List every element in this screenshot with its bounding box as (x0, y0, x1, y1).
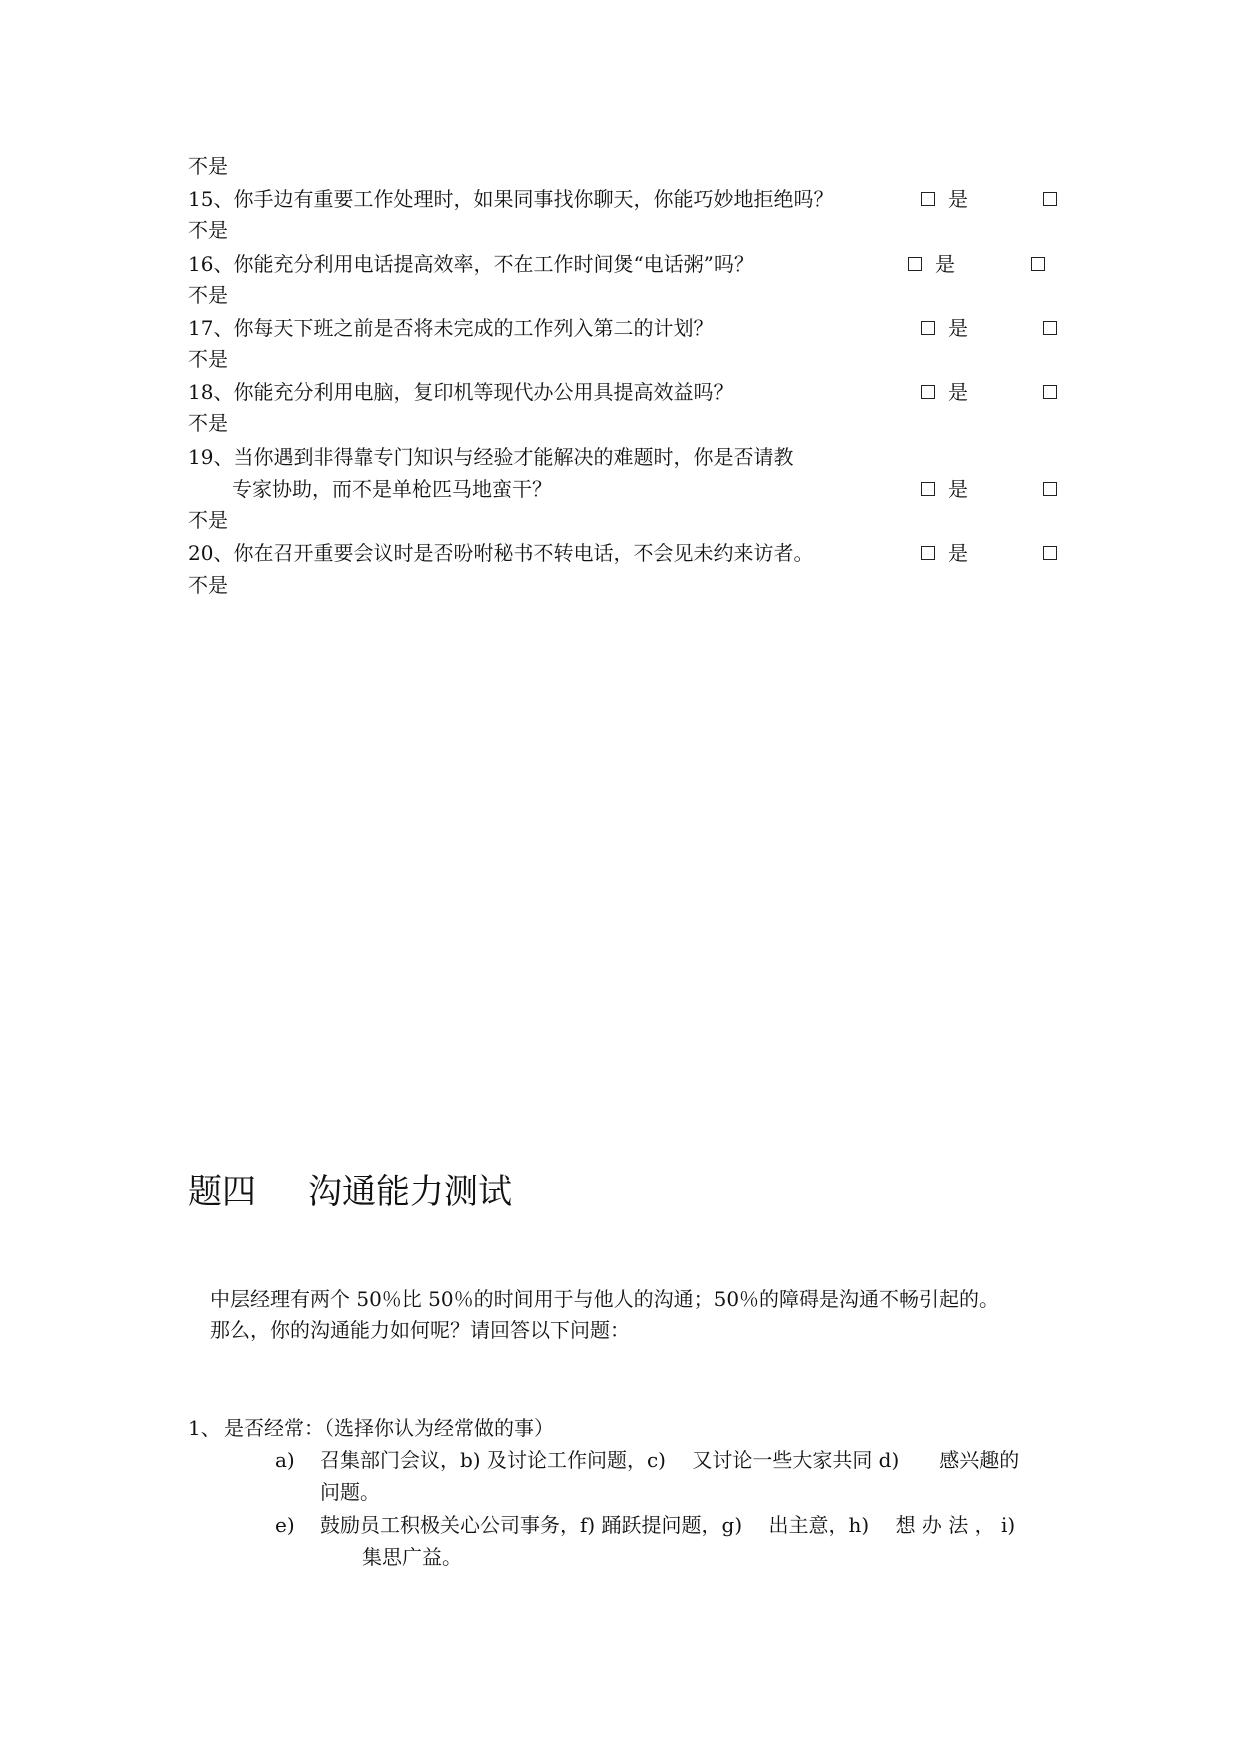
yes-checkbox[interactable] (921, 546, 935, 560)
answer-no-label: 不是 (188, 218, 228, 242)
option-marker: a) (275, 1448, 295, 1472)
section-title: 沟通能力测试 (308, 1172, 512, 1212)
yes-label: 是 (948, 316, 968, 340)
yes-label: 是 (948, 187, 968, 211)
yes-label: 是 (948, 477, 968, 501)
question-text: 是否经常：（选择你认为经常做的事） (224, 1416, 554, 1440)
yes-label: 是 (948, 380, 968, 404)
no-checkbox[interactable] (1043, 321, 1057, 335)
question-text-continued: 专家协助，而不是单枪匹马地蛮干？ (232, 477, 552, 501)
no-checkbox[interactable] (1031, 257, 1045, 271)
question-text: 17、你每天下班之前是否将未完成的工作列入第二的计划？ (188, 316, 714, 340)
intro-line: 中层经理有两个 50％比 50％的时间用于与他人的沟通；50％的障碍是沟通不畅引起的。 (210, 1287, 1000, 1311)
question-text: 18、你能充分利用电脑，复印机等现代办公用具提高效益吗？ (188, 380, 734, 404)
no-checkbox[interactable] (1043, 192, 1057, 206)
option-text-continued: 问题。 (320, 1480, 380, 1504)
question-text: 20、你在召开重要会议时是否吩咐秘书不转电话，不会见未约来访者。 (188, 541, 814, 565)
intro-line: 那么，你的沟通能力如何呢？请回答以下问题： (210, 1318, 630, 1342)
option-marker: e) (275, 1513, 295, 1537)
yes-label: 是 (935, 252, 955, 276)
no-checkbox[interactable] (1043, 385, 1057, 399)
yes-checkbox[interactable] (908, 257, 922, 271)
no-checkbox[interactable] (1043, 482, 1057, 496)
answer-no-label: 不是 (188, 154, 228, 178)
question-number: 1、 (188, 1416, 221, 1440)
answer-no-label: 不是 (188, 573, 228, 597)
option-text-continued: 集思广益。 (362, 1545, 462, 1569)
question-text: 19、当你遇到非得靠专门知识与经验才能解决的难题时，你是否请教 (188, 445, 794, 469)
answer-no-label: 不是 (188, 283, 228, 307)
answer-no-label: 不是 (188, 508, 228, 532)
yes-checkbox[interactable] (921, 385, 935, 399)
option-text[interactable]: 鼓励员工积极关心公司事务，f) 踊跃提问题，g) 出主意，h) 想 办 法 ， i) (320, 1513, 1016, 1537)
no-checkbox[interactable] (1043, 546, 1057, 560)
answer-no-label: 不是 (188, 347, 228, 371)
answer-no-label: 不是 (188, 411, 228, 435)
question-text: 16、你能充分利用电话提高效率，不在工作时间煲“电话粥”吗？ (188, 252, 754, 276)
yes-checkbox[interactable] (921, 482, 935, 496)
question-text: 15、你手边有重要工作处理时，如果同事找你聊天，你能巧妙地拒绝吗？ (188, 187, 834, 211)
yes-checkbox[interactable] (921, 321, 935, 335)
yes-label: 是 (948, 541, 968, 565)
section-number: 题四 (188, 1172, 256, 1212)
yes-checkbox[interactable] (921, 192, 935, 206)
section-heading (188, 1172, 512, 1212)
option-text[interactable]: 召集部门会议，b) 及讨论工作问题，c) 又讨论一些大家共同 d) 感兴趣的 (320, 1448, 1020, 1472)
